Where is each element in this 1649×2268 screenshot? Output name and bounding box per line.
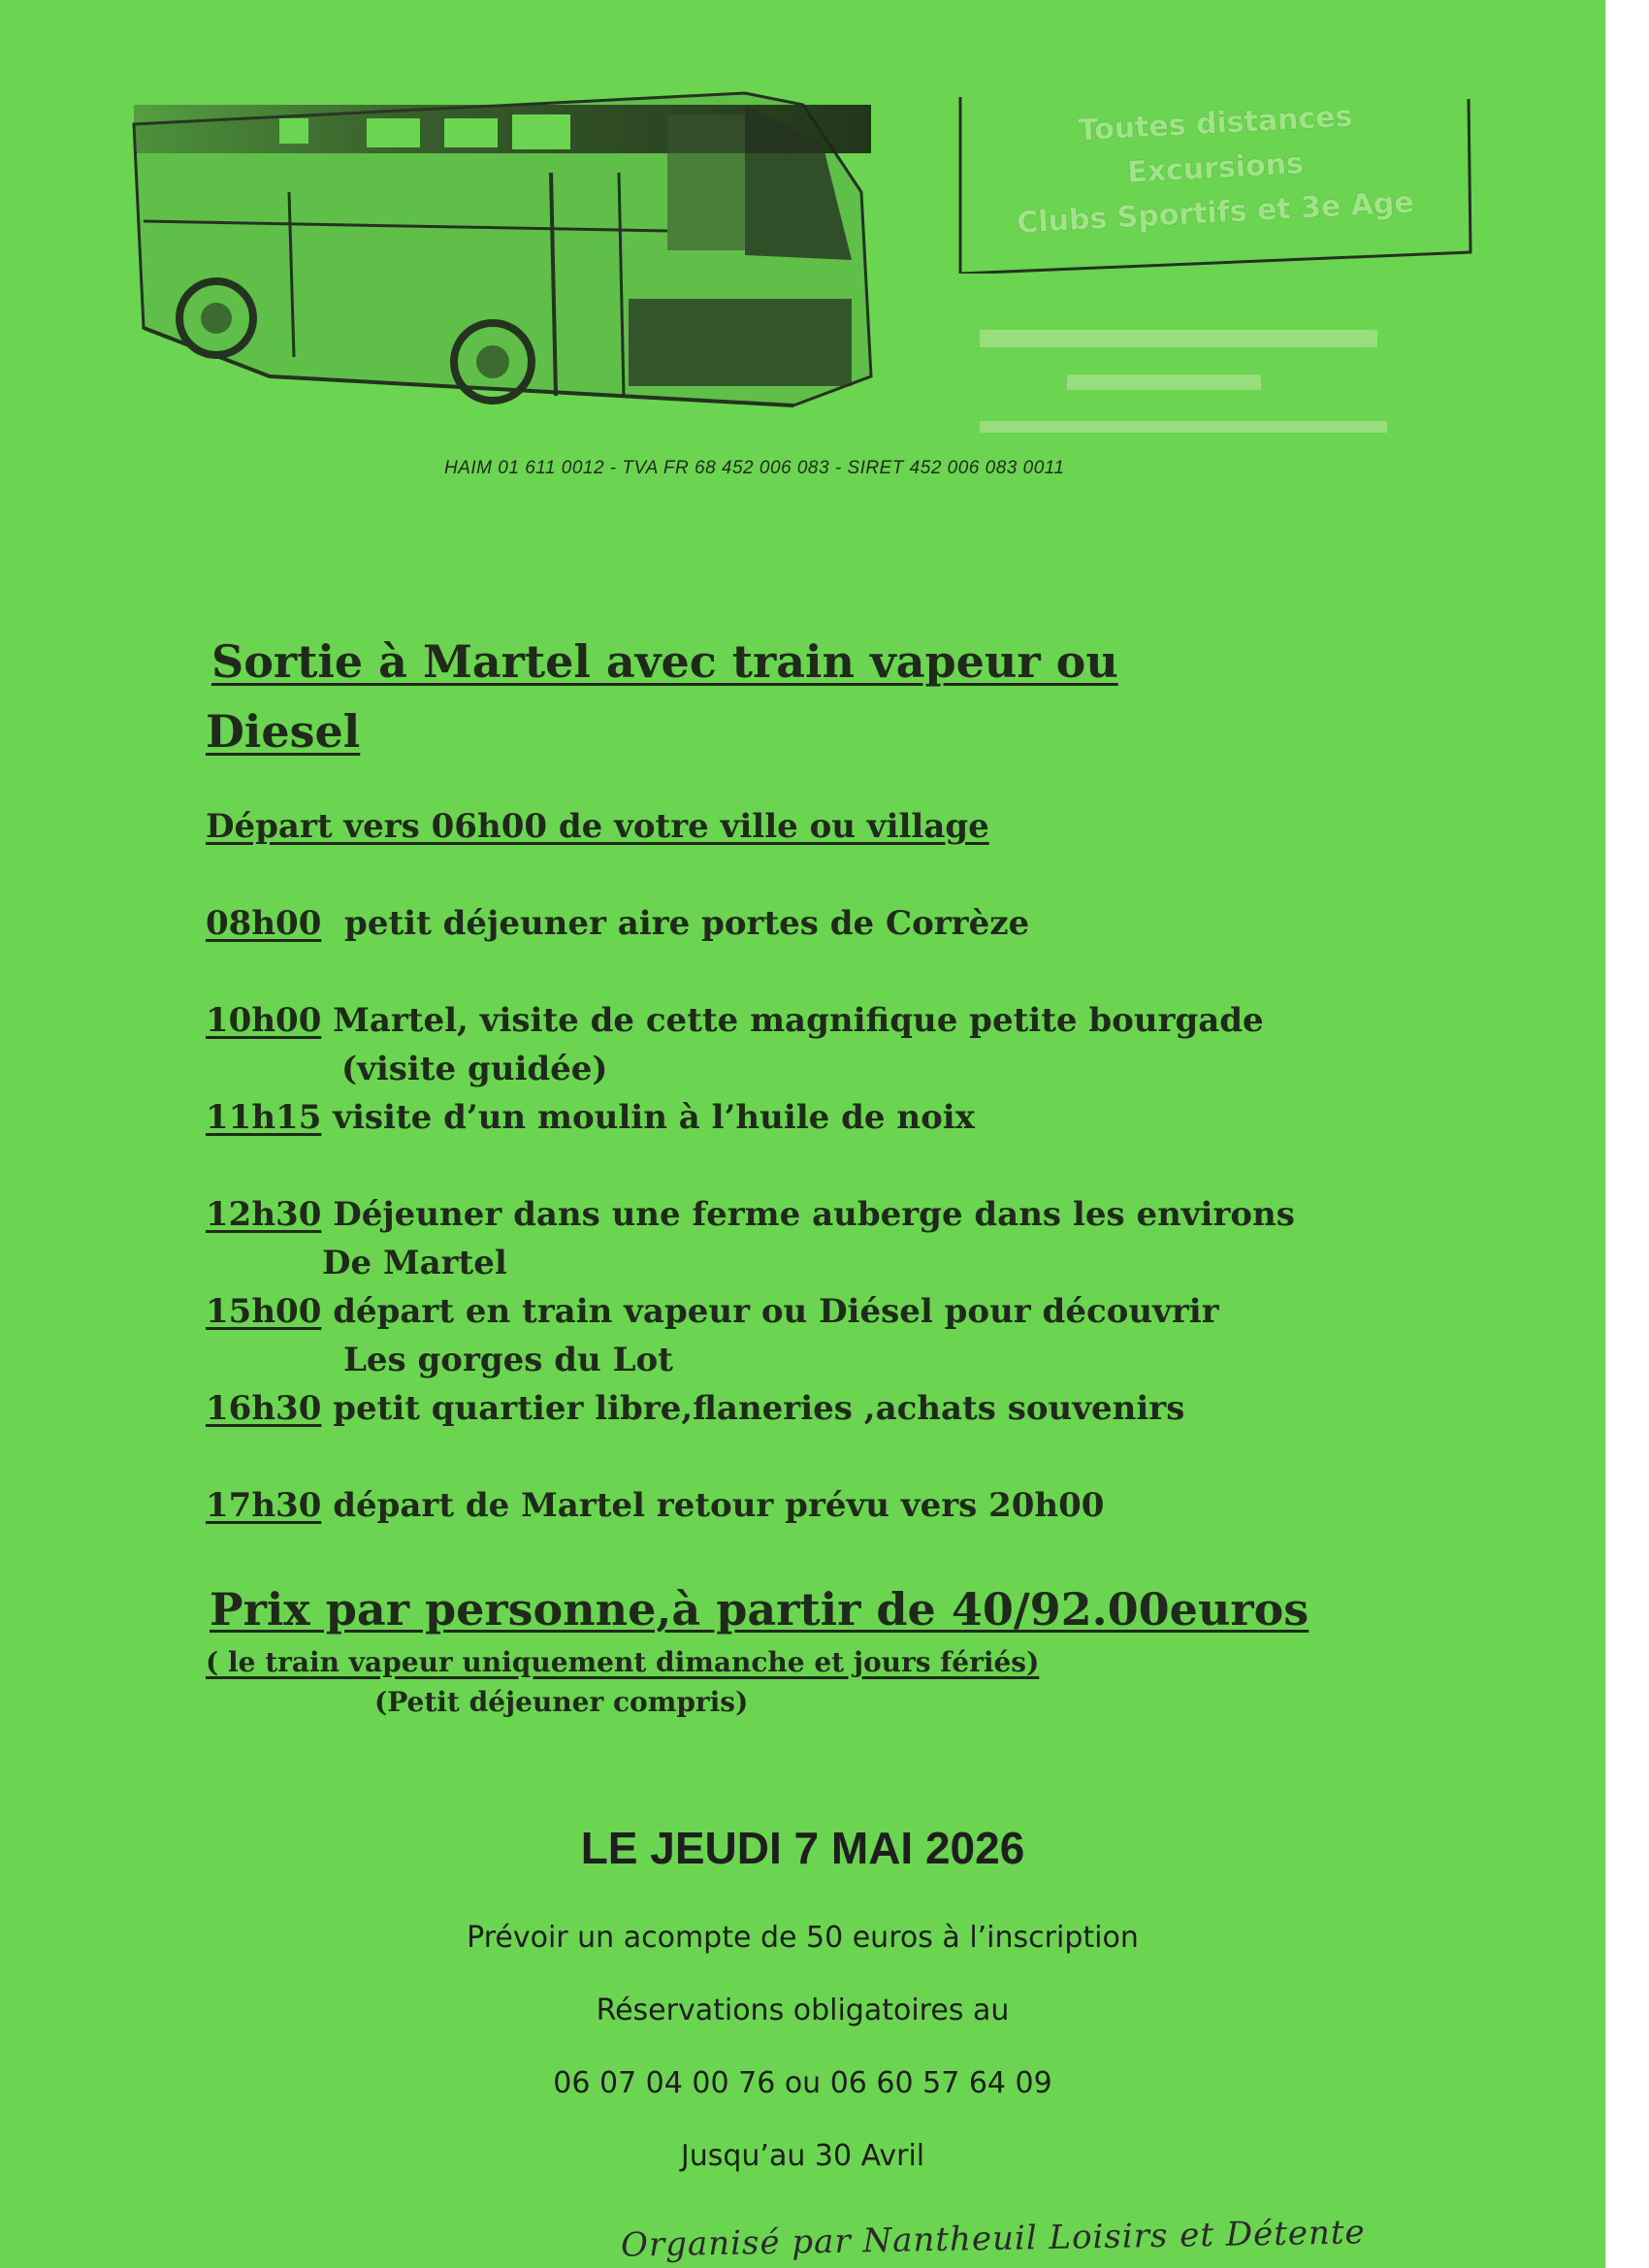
schedule-time: 12h30 bbox=[206, 1195, 322, 1234]
schedule-text: petit quartier libre,flaneries ,achats souvenirs bbox=[333, 1389, 1185, 1428]
schedule-time: 08h00 bbox=[206, 904, 322, 943]
schedule-text: Martel, visite de cette magnifique petite bourgade bbox=[333, 1001, 1264, 1040]
company-stamp bbox=[958, 89, 1472, 274]
price-line: Prix par personne,à partir de 40/92.00euros bbox=[210, 1583, 1310, 1636]
faded-address bbox=[980, 320, 1387, 446]
phone-numbers: 06 07 04 00 76 ou 06 60 57 64 09 bbox=[553, 2066, 1052, 2100]
event-date: LE JEUDI 7 MAI 2026 bbox=[580, 1823, 1025, 1873]
schedule-time: 17h30 bbox=[206, 1486, 322, 1525]
schedule-text: visite d’un moulin à l’huile de noix bbox=[333, 1098, 975, 1137]
breakfast-note: (Petit déjeuner compris) bbox=[374, 1686, 749, 1718]
schedule-item bbox=[206, 1292, 1219, 1331]
stamp-line-1: Toutes distances bbox=[1077, 99, 1354, 148]
reservation-info: Réservations obligatoires au bbox=[596, 1993, 1010, 2027]
schedule-item bbox=[206, 1098, 975, 1137]
schedule-time: 16h30 bbox=[206, 1389, 322, 1428]
excursion-title bbox=[206, 627, 1162, 766]
organizer-signature: Organisé par Nantheuil Loisirs et Détente bbox=[620, 2213, 1366, 2265]
schedule-time: 10h00 bbox=[206, 1001, 322, 1040]
schedule-continuation: De Martel bbox=[322, 1244, 507, 1282]
schedule-item bbox=[206, 1001, 1264, 1040]
stamp-line-3: Clubs Sportifs et 3e Age bbox=[1016, 185, 1415, 241]
schedule-item bbox=[206, 1195, 1295, 1234]
schedule-continuation: Les gorges du Lot bbox=[343, 1341, 673, 1379]
schedule-text: Déjeuner dans une ferme auberge dans les environs bbox=[333, 1195, 1295, 1234]
schedule-text: petit déjeuner aire portes de Corrèze bbox=[344, 904, 1030, 943]
departure-line: Départ vers 06h00 de votre ville ou village bbox=[206, 807, 989, 846]
bus-photo bbox=[124, 85, 890, 444]
title-line-2: Diesel bbox=[206, 705, 361, 758]
title-line-1: Sortie à Martel avec train vapeur ou bbox=[211, 635, 1118, 688]
stamp-line-2: Excursions bbox=[1126, 146, 1305, 190]
schedule-continuation: (visite guidée) bbox=[341, 1050, 608, 1088]
schedule-text: départ de Martel retour prévu vers 20h00 bbox=[333, 1486, 1105, 1525]
schedule-item bbox=[206, 1486, 1104, 1525]
schedule-time: 11h15 bbox=[206, 1098, 322, 1137]
schedule-item bbox=[206, 1389, 1184, 1428]
schedule-time: 15h00 bbox=[206, 1292, 322, 1331]
deposit-info: Prévoir un acompte de 50 euros à l’inscription bbox=[467, 1921, 1139, 1955]
schedule-item bbox=[206, 904, 1029, 943]
steam-train-note: ( le train vapeur uniquement dimanche et jours fériés) bbox=[206, 1646, 1040, 1678]
schedule-text: départ en train vapeur ou Diésel pour découvrir bbox=[333, 1292, 1219, 1331]
company-registration: HAIM 01 611 0012 - TVA FR 68 452 006 083 - SIRET 452 006 083 0011 bbox=[444, 458, 1065, 478]
deadline-info: Jusqu’au 30 Avril bbox=[680, 2139, 925, 2173]
